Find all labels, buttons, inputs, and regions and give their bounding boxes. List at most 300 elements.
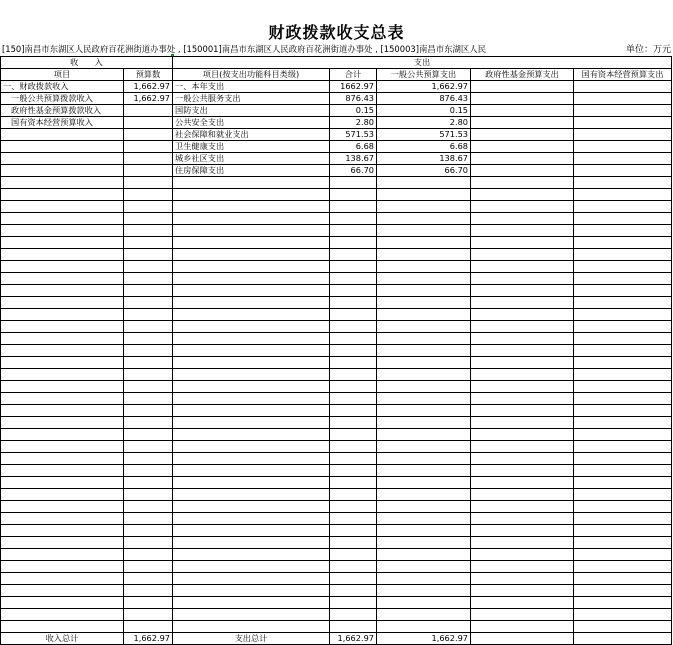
expense-item-cell <box>173 201 330 213</box>
expense-item-cell <box>173 597 330 609</box>
table-row <box>1 153 672 165</box>
fund-budget-cell <box>471 405 574 417</box>
state-capital-header: 国有资本经营预算支出 <box>574 69 672 81</box>
total-cell <box>330 393 377 405</box>
income-item-cell <box>1 297 124 309</box>
table-row <box>1 309 672 321</box>
table-row <box>1 297 672 309</box>
state-capital-cell <box>574 333 672 345</box>
total-cell <box>330 441 377 453</box>
general-budget-cell <box>377 453 471 465</box>
expense-item-cell: 城乡社区支出 <box>173 153 330 165</box>
fund-budget-cell <box>471 213 574 225</box>
income-amount-cell <box>124 441 173 453</box>
total-cell <box>330 537 377 549</box>
total-cell <box>330 201 377 213</box>
expense-item-cell: 一、本年支出 <box>173 81 330 93</box>
state-capital-cell <box>574 237 672 249</box>
table-row <box>1 405 672 417</box>
table-row <box>1 477 672 489</box>
income-item-cell <box>1 477 124 489</box>
income-amount-cell: 1,662.97 <box>124 93 173 105</box>
income-item-cell <box>1 381 124 393</box>
state-capital-cell <box>574 273 672 285</box>
budget-table <box>0 56 672 645</box>
income-amount-cell <box>124 537 173 549</box>
table-row <box>1 321 672 333</box>
table-row <box>1 117 672 129</box>
expense-item-cell <box>173 249 330 261</box>
budget-header: 预算数 <box>124 69 173 81</box>
general-budget-cell <box>377 573 471 585</box>
income-item-header: 项目 <box>1 69 124 81</box>
fund-budget-cell <box>471 129 574 141</box>
general-budget-cell <box>377 597 471 609</box>
income-amount-cell <box>124 405 173 417</box>
general-budget-cell <box>377 285 471 297</box>
expense-item-cell: 卫生健康支出 <box>173 141 330 153</box>
total-cell <box>330 261 377 273</box>
general-budget-cell <box>377 621 471 633</box>
expense-item-cell <box>173 225 330 237</box>
expense-item-cell <box>173 369 330 381</box>
state-capital-cell <box>574 201 672 213</box>
table-row <box>1 381 672 393</box>
fund-budget-cell <box>471 381 574 393</box>
fund-budget-cell <box>471 93 574 105</box>
income-item-cell <box>1 141 124 153</box>
fund-budget-cell <box>471 453 574 465</box>
state-capital-cell <box>574 393 672 405</box>
fund-budget-cell <box>471 261 574 273</box>
general-budget-cell <box>377 225 471 237</box>
income-amount-cell <box>124 225 173 237</box>
fund-budget-cell <box>471 441 574 453</box>
state-capital-cell <box>574 537 672 549</box>
fund-budget-cell <box>471 117 574 129</box>
fund-budget-cell <box>471 537 574 549</box>
table-row <box>1 441 672 453</box>
total-cell <box>330 345 377 357</box>
state-capital-cell <box>574 489 672 501</box>
table-row <box>1 549 672 561</box>
income-item-cell: 政府性基金预算拨款收入 <box>1 105 124 117</box>
income-item-cell <box>1 453 124 465</box>
income-item-cell <box>1 261 124 273</box>
state-capital-cell <box>574 105 672 117</box>
fund-budget-header: 政府性基金预算支出 <box>471 69 574 81</box>
total-cell <box>330 621 377 633</box>
total-cell: 138.67 <box>330 153 377 165</box>
table-row <box>1 141 672 153</box>
expense-item-cell <box>173 309 330 321</box>
income-amount-cell <box>124 381 173 393</box>
income-amount-cell <box>124 333 173 345</box>
fund-budget-cell <box>471 489 574 501</box>
income-amount-cell <box>124 237 173 249</box>
total-cell <box>330 513 377 525</box>
general-budget-cell <box>377 189 471 201</box>
income-amount-cell <box>124 297 173 309</box>
total-cell: 66.70 <box>330 165 377 177</box>
table-row <box>1 369 672 381</box>
income-amount-cell <box>124 585 173 597</box>
expense-item-cell <box>173 477 330 489</box>
fund-budget-cell <box>471 585 574 597</box>
table-row <box>1 105 672 117</box>
income-item-cell <box>1 249 124 261</box>
expense-item-cell: 一般公共服务支出 <box>173 93 330 105</box>
expense-total-label: 支出总计 <box>173 633 330 645</box>
state-capital-cell <box>574 465 672 477</box>
income-amount-cell <box>124 153 173 165</box>
total-cell <box>330 225 377 237</box>
state-capital-cell <box>574 309 672 321</box>
general-budget-cell: 1,662.97 <box>377 81 471 93</box>
general-budget-cell <box>377 369 471 381</box>
expense-item-cell <box>173 273 330 285</box>
fund-budget-cell <box>471 333 574 345</box>
total-cell <box>330 429 377 441</box>
income-amount-cell <box>124 357 173 369</box>
expense-item-cell <box>173 489 330 501</box>
general-budget-cell <box>377 501 471 513</box>
fund-budget-cell <box>471 477 574 489</box>
total-cell <box>330 321 377 333</box>
income-amount-cell <box>124 501 173 513</box>
fund-budget-cell <box>471 297 574 309</box>
table-row <box>1 201 672 213</box>
total-cell: 6.68 <box>330 141 377 153</box>
fund-budget-cell <box>471 321 574 333</box>
income-item-cell <box>1 213 124 225</box>
general-budget-cell: 6.68 <box>377 141 471 153</box>
table-row <box>1 393 672 405</box>
income-amount-cell <box>124 309 173 321</box>
income-amount-cell <box>124 393 173 405</box>
total-cell <box>330 369 377 381</box>
state-capital-cell <box>574 405 672 417</box>
state-capital-cell <box>574 357 672 369</box>
state-capital-cell <box>574 153 672 165</box>
state-capital-cell <box>574 93 672 105</box>
expense-item-cell <box>173 441 330 453</box>
income-item-cell <box>1 237 124 249</box>
income-amount-cell <box>124 117 173 129</box>
income-total-amount: 1,662.97 <box>124 633 173 645</box>
income-item-cell <box>1 405 124 417</box>
expense-item-cell <box>173 453 330 465</box>
fund-budget-cell <box>471 597 574 609</box>
fund-budget-cell <box>471 621 574 633</box>
expense-item-header: 项目(按支出功能科目类级) <box>173 69 330 81</box>
table-row <box>1 561 672 573</box>
income-amount-cell <box>124 561 173 573</box>
total-cell <box>330 561 377 573</box>
state-capital-cell <box>574 285 672 297</box>
state-capital-cell <box>574 621 672 633</box>
state-capital-cell <box>574 525 672 537</box>
general-budget-cell <box>377 429 471 441</box>
expense-item-cell <box>173 621 330 633</box>
table-row <box>1 525 672 537</box>
table-row <box>1 225 672 237</box>
table-row <box>1 609 672 621</box>
total-cell <box>330 273 377 285</box>
total-cell <box>330 417 377 429</box>
fund-budget-cell <box>471 417 574 429</box>
total-cell <box>330 477 377 489</box>
expense-item-cell <box>173 465 330 477</box>
fund-budget-cell <box>471 357 574 369</box>
income-amount-cell: 1,662.97 <box>124 81 173 93</box>
total-cell <box>330 597 377 609</box>
state-capital-cell <box>574 453 672 465</box>
income-item-cell <box>1 573 124 585</box>
header-row-2 <box>1 69 672 81</box>
expense-item-cell <box>173 177 330 189</box>
income-amount-cell <box>124 549 173 561</box>
income-item-cell <box>1 429 124 441</box>
income-item-cell <box>1 309 124 321</box>
state-capital-cell <box>574 513 672 525</box>
income-item-cell <box>1 621 124 633</box>
state-capital-cell <box>574 597 672 609</box>
income-amount-cell <box>124 249 173 261</box>
expense-item-cell: 公共安全支出 <box>173 117 330 129</box>
income-item-cell <box>1 489 124 501</box>
general-budget-cell <box>377 417 471 429</box>
income-item-cell <box>1 273 124 285</box>
state-capital-cell <box>574 501 672 513</box>
income-item-cell <box>1 369 124 381</box>
state-capital-cell <box>574 261 672 273</box>
income-amount-cell <box>124 213 173 225</box>
expense-item-cell <box>173 525 330 537</box>
fund-budget-cell <box>471 513 574 525</box>
table-row <box>1 597 672 609</box>
total-cell <box>330 549 377 561</box>
income-amount-cell <box>124 261 173 273</box>
income-item-cell <box>1 549 124 561</box>
unit-list-line: [150]南昌市东湖区人民政府百花洲街道办事处 , [150001]南昌市东湖区人民政府百花洲街道办事处 , [150003]南昌市东湖区人民 <box>2 44 487 54</box>
general-budget-cell <box>377 465 471 477</box>
income-amount-cell <box>124 105 173 117</box>
general-budget-cell <box>377 537 471 549</box>
expense-item-cell <box>173 609 330 621</box>
table-row <box>1 333 672 345</box>
table-row <box>1 417 672 429</box>
total-cell <box>330 285 377 297</box>
fund-budget-cell <box>471 201 574 213</box>
state-capital-cell <box>574 381 672 393</box>
income-item-cell <box>1 321 124 333</box>
income-item-cell <box>1 585 124 597</box>
general-budget-cell <box>377 213 471 225</box>
total-cell <box>330 405 377 417</box>
income-amount-cell <box>124 429 173 441</box>
fund-budget-cell <box>471 309 574 321</box>
general-budget-cell <box>377 525 471 537</box>
general-budget-cell: 2.80 <box>377 117 471 129</box>
fund-budget-cell <box>471 165 574 177</box>
table-row <box>1 81 672 93</box>
income-amount-cell <box>124 177 173 189</box>
income-amount-cell <box>124 273 173 285</box>
expense-item-cell <box>173 549 330 561</box>
table-row <box>1 357 672 369</box>
fund-budget-cell <box>471 393 574 405</box>
table-row <box>1 501 672 513</box>
income-item-cell <box>1 525 124 537</box>
general-budget-cell <box>377 405 471 417</box>
total-cell: 2.80 <box>330 117 377 129</box>
general-budget-header: 一般公共预算支出 <box>377 69 471 81</box>
fund-budget-cell <box>471 177 574 189</box>
income-item-cell <box>1 441 124 453</box>
income-item-cell <box>1 345 124 357</box>
general-budget-cell <box>377 357 471 369</box>
income-amount-cell <box>124 477 173 489</box>
fund-budget-cell <box>471 225 574 237</box>
expense-total-amount: 1,662.97 <box>330 633 377 645</box>
total-cell: 876.43 <box>330 93 377 105</box>
expense-item-cell <box>173 357 330 369</box>
income-amount-cell <box>124 465 173 477</box>
income-item-cell <box>1 501 124 513</box>
table-row <box>1 513 672 525</box>
state-capital-cell <box>574 81 672 93</box>
total-cell <box>330 189 377 201</box>
general-budget-cell <box>377 609 471 621</box>
table-row <box>1 453 672 465</box>
income-item-cell <box>1 285 124 297</box>
state-capital-cell <box>574 369 672 381</box>
total-cell <box>330 213 377 225</box>
income-item-cell <box>1 465 124 477</box>
fund-budget-cell <box>471 189 574 201</box>
general-budget-cell <box>377 321 471 333</box>
income-item-cell <box>1 537 124 549</box>
total-cell: 0.15 <box>330 105 377 117</box>
state-capital-cell <box>574 225 672 237</box>
total-cell <box>330 573 377 585</box>
table-row <box>1 273 672 285</box>
fund-budget-cell <box>471 81 574 93</box>
income-amount-cell <box>124 489 173 501</box>
expense-item-cell <box>173 297 330 309</box>
expense-item-cell: 住房保障支出 <box>173 165 330 177</box>
fund-budget-cell <box>471 573 574 585</box>
fund-budget-cell <box>471 105 574 117</box>
table-row <box>1 621 672 633</box>
income-item-cell <box>1 153 124 165</box>
income-item-cell <box>1 357 124 369</box>
general-budget-cell <box>377 237 471 249</box>
income-amount-cell <box>124 141 173 153</box>
state-capital-cell <box>574 141 672 153</box>
table-row <box>1 129 672 141</box>
report-title: 财政拨款收支总表 <box>268 23 405 42</box>
state-capital-cell <box>574 585 672 597</box>
income-item-cell <box>1 597 124 609</box>
fund-budget-cell <box>471 609 574 621</box>
expense-item-cell: 社会保障和就业支出 <box>173 129 330 141</box>
income-item-cell <box>1 129 124 141</box>
income-amount-cell <box>124 513 173 525</box>
income-amount-cell <box>124 573 173 585</box>
expense-item-cell <box>173 321 330 333</box>
income-amount-cell <box>124 345 173 357</box>
expense-item-cell <box>173 537 330 549</box>
expense-item-cell <box>173 585 330 597</box>
general-budget-cell: 66.70 <box>377 165 471 177</box>
total-cell <box>330 249 377 261</box>
fund-budget-cell <box>471 285 574 297</box>
total-cell <box>330 297 377 309</box>
expense-item-cell <box>173 429 330 441</box>
income-item-cell <box>1 201 124 213</box>
general-budget-cell <box>377 393 471 405</box>
general-budget-cell <box>377 561 471 573</box>
table-row <box>1 261 672 273</box>
fund-budget-cell <box>471 561 574 573</box>
expense-item-cell <box>173 561 330 573</box>
fund-budget-cell <box>471 465 574 477</box>
table-row <box>1 93 672 105</box>
fund-budget-cell <box>471 273 574 285</box>
expense-item-cell <box>173 261 330 273</box>
table-row <box>1 189 672 201</box>
total-header: 合计 <box>330 69 377 81</box>
expense-item-cell <box>173 501 330 513</box>
state-capital-cell <box>574 165 672 177</box>
total-cell <box>330 501 377 513</box>
general-budget-cell <box>377 441 471 453</box>
expense-item-cell <box>173 189 330 201</box>
income-item-cell: 一般公共预算拨款收入 <box>1 93 124 105</box>
fund-budget-cell <box>471 153 574 165</box>
total-cell <box>330 237 377 249</box>
expense-item-cell <box>173 417 330 429</box>
state-capital-cell <box>574 573 672 585</box>
income-item-cell <box>1 225 124 237</box>
total-cell: 1662.97 <box>330 81 377 93</box>
income-amount-cell <box>124 453 173 465</box>
total-cell: 571.53 <box>330 129 377 141</box>
table-row <box>1 573 672 585</box>
table-row <box>1 489 672 501</box>
income-item-cell: 一、财政拨款收入 <box>1 81 124 93</box>
header-row-1 <box>1 57 672 69</box>
income-amount-cell <box>124 525 173 537</box>
general-budget-cell <box>377 273 471 285</box>
income-item-cell <box>1 177 124 189</box>
expense-item-cell <box>173 345 330 357</box>
income-item-cell <box>1 393 124 405</box>
expense-item-cell <box>173 333 330 345</box>
total-cell <box>330 333 377 345</box>
expense-item-cell <box>173 393 330 405</box>
expense-item-cell <box>173 405 330 417</box>
table-row <box>1 429 672 441</box>
state-capital-cell <box>574 213 672 225</box>
general-budget-cell <box>377 333 471 345</box>
total-cell <box>330 309 377 321</box>
income-amount-cell <box>124 609 173 621</box>
expense-item-cell <box>173 237 330 249</box>
general-budget-cell <box>377 585 471 597</box>
